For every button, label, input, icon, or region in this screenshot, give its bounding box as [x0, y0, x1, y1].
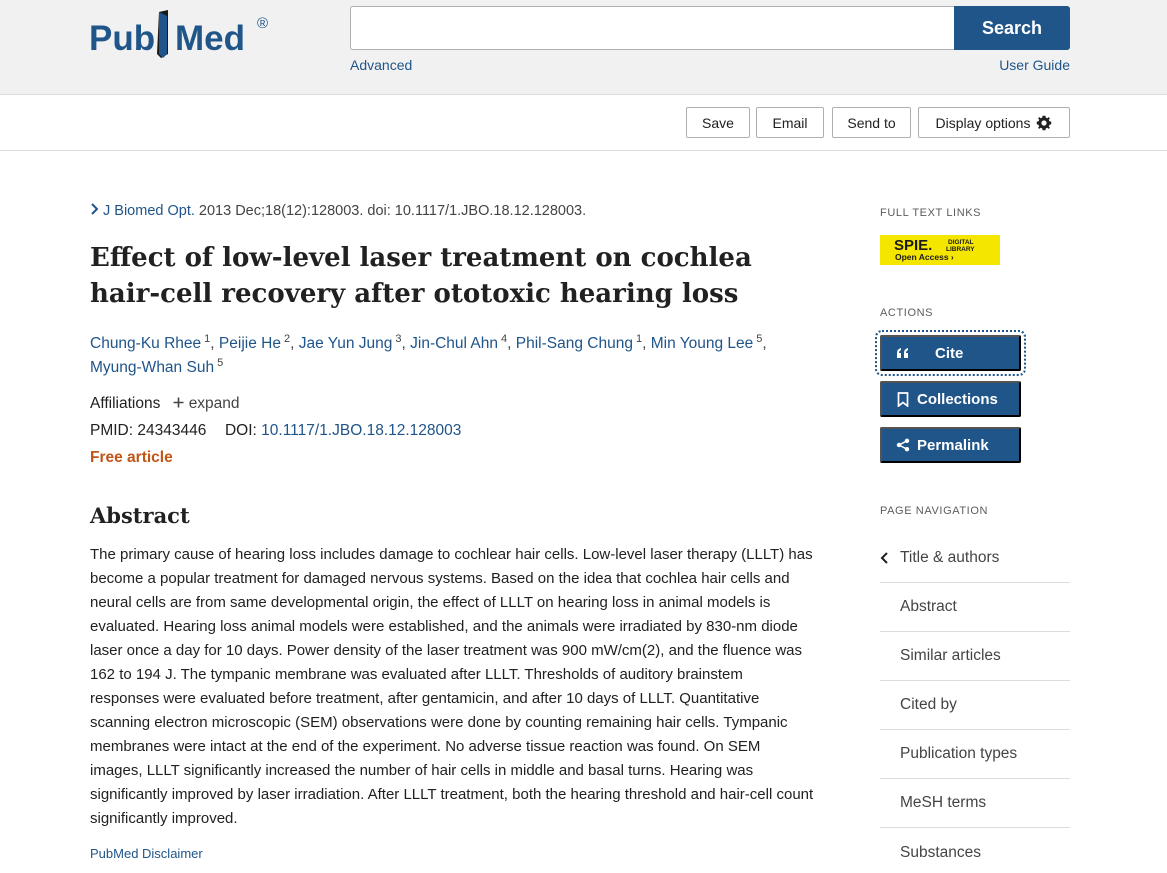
cite-label: Cite	[935, 344, 964, 362]
spie-logo-sub1: DIGITAL	[948, 239, 974, 246]
gear-icon	[1036, 115, 1052, 131]
save-button[interactable]: Save	[686, 107, 750, 138]
affiliation-number[interactable]: 2	[283, 333, 291, 345]
author-link[interactable]: Chung-Ku Rhee	[90, 335, 202, 352]
author-link[interactable]: Phil-Sang Chung	[515, 335, 633, 352]
page-nav-cited-by[interactable]	[880, 681, 1070, 730]
spie-full-text-link[interactable]	[880, 235, 1000, 265]
pubmed-logo-icon	[89, 6, 274, 66]
author-link[interactable]: Jae Yun Jung	[298, 335, 393, 352]
page-nav-label: MeSH terms	[900, 794, 987, 811]
page-nav-mesh-terms[interactable]	[880, 779, 1070, 828]
affiliation-number[interactable]: 4	[501, 333, 508, 345]
page-nav-abstract[interactable]	[880, 583, 1070, 632]
journal-link[interactable]: J Biomed Opt.	[103, 203, 195, 219]
doi-link[interactable]: 10.1117/1.JBO.18.12.128003	[261, 422, 462, 439]
author-list	[90, 332, 820, 380]
chevron-right-icon	[90, 202, 99, 218]
permalink-label: Permalink	[917, 436, 989, 454]
author-link[interactable]: Jin-Chul Ahn	[410, 335, 499, 352]
affiliation-number[interactable]: 5	[756, 333, 763, 345]
cite-button[interactable]	[880, 335, 1021, 371]
email-button[interactable]: Email	[756, 107, 824, 138]
full-text-links-label: FULL TEXT LINKS	[880, 207, 982, 219]
affiliation-number[interactable]: 3	[395, 333, 402, 345]
quote-icon	[895, 347, 911, 359]
author-separator: ,	[507, 335, 516, 352]
pubmed-disclaimer-link[interactable]: PubMed Disclaimer	[90, 846, 203, 861]
affiliations-label: Affiliations	[90, 395, 161, 412]
chevron-left-icon	[880, 552, 900, 564]
permalink-button[interactable]	[880, 427, 1021, 463]
page-nav-label: Substances	[900, 843, 981, 861]
plus-icon	[173, 395, 185, 413]
spie-logo-icon	[880, 235, 1000, 265]
page-nav-label: Similar articles	[900, 647, 1001, 664]
svg-text:Pub: Pub	[89, 19, 156, 58]
expand-label: expand	[188, 395, 240, 412]
author-link[interactable]: Peijie He	[218, 335, 281, 352]
article-toolbar	[0, 96, 1167, 151]
abstract-text: The primary cause of hearing loss includes damage to cochlear hair cells. Low-level laser therapy (LLLT) has become a popular treatment for damaged nervous systems. Based on the idea that cochlea hair cells and neural cells are from same developmental origin, the effect of LLLT on hearing loss in animal models is evaluated. Hearing loss animal models were established, and the animals were irradiated by 830-nm diode laser once a day for 10 days. Power density of the laser treatment was 900 mW/cm(2), and the fluence was 162 to 194 J. The tympanic membrane was evaluated after LLLT. Thresholds of auditory brainstem responses were evaluated before treatment, after gentamicin, and after 10 days of LLLT. Quantitative scanning electron microscopic (SEM) observations were done by counting remaining hair cells. Tympanic membranes were intact at the end of the experiment. No adverse tissue reaction was found. On SEM images, LLLT significantly increased the number of hair cells in middle and basal turns. Hearing was significantly improved by laser irradiation. After LLLT treatment, both the hearing threshold and hair-cell count significantly improved.	[90, 546, 814, 827]
citation-line	[90, 202, 586, 219]
author-link[interactable]: Min Young Lee	[650, 335, 754, 352]
user-guide-link[interactable]: User Guide	[999, 57, 1070, 73]
doi-label: DOI:	[224, 422, 257, 439]
display-options-label: Display options	[935, 114, 1031, 131]
bookmark-icon	[895, 392, 911, 407]
author-separator: ,	[762, 335, 767, 352]
page-nav-title-authors[interactable]	[880, 534, 1070, 583]
send-to-button[interactable]: Send to	[832, 107, 911, 138]
abstract-heading: Abstract	[90, 503, 190, 528]
svg-text:®: ®	[257, 15, 269, 32]
page-navigation-list	[880, 534, 1070, 873]
identifiers-row	[90, 422, 461, 440]
affiliation-number[interactable]: 1	[635, 333, 643, 345]
advanced-search-link[interactable]: Advanced	[350, 57, 413, 73]
affiliation-number[interactable]: 1	[204, 333, 211, 345]
expand-affiliations-button[interactable]	[173, 395, 240, 412]
author-link[interactable]: Myung-Whan Suh	[90, 359, 215, 376]
search-input[interactable]	[350, 6, 955, 50]
page-nav-label: Cited by	[900, 696, 957, 713]
collections-button[interactable]	[880, 381, 1021, 417]
page-nav-similar-articles[interactable]	[880, 632, 1070, 681]
collections-label: Collections	[917, 390, 998, 408]
page-nav-label: Publication types	[900, 745, 1018, 762]
page-nav-label: Abstract	[900, 598, 957, 615]
search-button[interactable]: Search	[954, 6, 1070, 50]
spie-open-access: Open Access ›	[895, 252, 954, 262]
affiliation-number[interactable]: 5	[217, 357, 224, 369]
affiliations-row	[90, 395, 240, 413]
actions-label: ACTIONS	[880, 307, 934, 319]
page-nav-label: Title & authors	[900, 549, 1000, 566]
free-article-badge: Free article	[90, 449, 173, 466]
share-icon	[895, 438, 911, 452]
pmid-value: 24343446	[137, 422, 207, 439]
pmid-label: PMID:	[90, 422, 134, 439]
page-nav-substances[interactable]	[880, 828, 1070, 873]
svg-text:Med: Med	[175, 19, 245, 58]
page-navigation-label: PAGE NAVIGATION	[880, 505, 989, 517]
author-separator: ,	[290, 335, 299, 352]
article-title: Effect of low-level laser treatment on cochlea hair-cell recovery after ototoxic hearing loss	[90, 243, 752, 309]
spie-logo-sub2: LIBRARY	[946, 246, 975, 253]
spie-logo-main: SPIE.	[894, 237, 933, 254]
author-separator: ,	[642, 335, 651, 352]
display-options-button[interactable]	[918, 107, 1070, 138]
header	[0, 0, 1167, 95]
page-nav-publication-types[interactable]	[880, 730, 1070, 779]
citation-text: 2013 Dec;18(12):128003. doi: 10.1117/1.JBO.18.12.128003.	[194, 203, 587, 219]
author-separator: ,	[401, 335, 411, 352]
author-separator: ,	[210, 335, 219, 352]
pubmed-logo[interactable]	[89, 6, 274, 66]
